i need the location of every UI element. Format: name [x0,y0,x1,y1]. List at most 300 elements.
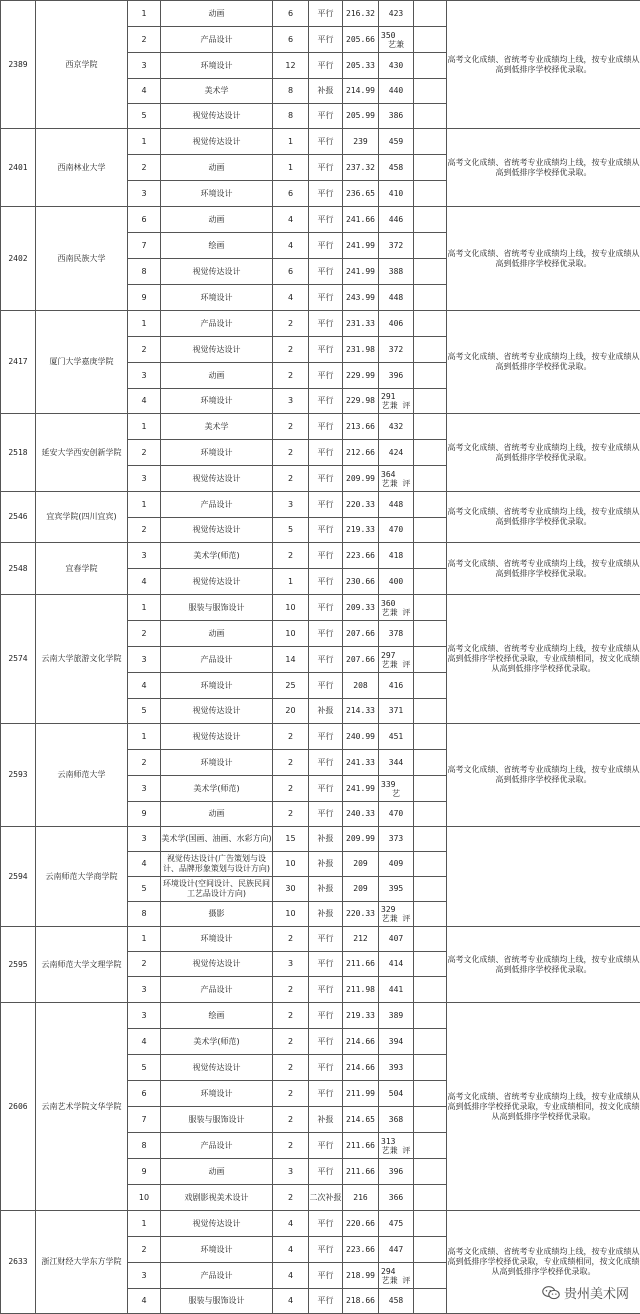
table-row [1,724,640,750]
cultural-score: 241.99 [343,259,379,285]
rank-score: 395 [379,877,414,902]
major-name: 绘画 [161,233,273,259]
rank-score: 432 [379,414,414,440]
blank-cell [414,1237,447,1263]
blank-cell [414,1029,447,1055]
table-row [1,414,640,440]
major-name: 动画 [161,1159,273,1185]
major-number: 7 [128,233,161,259]
blank-cell [414,1263,447,1289]
rank-score: 400 [379,569,414,595]
plan-count: 2 [273,466,309,492]
plan-count: 2 [273,750,309,776]
cultural-score: 214.33 [343,699,379,724]
major-name: 服装与服饰设计 [161,595,273,621]
major-name: 产品设计 [161,1133,273,1159]
cultural-score: 229.99 [343,363,379,389]
major-name: 产品设计 [161,27,273,53]
major-name: 动画 [161,621,273,647]
blank-cell [414,621,447,647]
admission-type: 平行 [309,1289,343,1314]
admission-type: 平行 [309,129,343,155]
plan-count: 4 [273,285,309,311]
major-number: 6 [128,1081,161,1107]
major-name: 视觉传达设计 [161,724,273,750]
plan-count: 4 [273,207,309,233]
major-number: 2 [128,337,161,363]
school-name: 延安大学西安创新学院 [36,414,128,492]
major-name: 环境设计 [161,181,273,207]
cultural-score: 223.66 [343,543,379,569]
plan-count: 5 [273,518,309,543]
rank-value: 313 [379,1137,413,1146]
major-name: 服装与服饰设计 [161,1289,273,1314]
major-number: 2 [128,750,161,776]
cultural-score: 209 [343,877,379,902]
rank-value: 297 [379,651,413,660]
cultural-score: 241.66 [343,207,379,233]
admission-rule: 高考文化成绩、省统考专业成绩均上线，按专业成绩从高到低排序学校择优录取。 [447,927,640,1003]
major-name: 视觉传达设计 [161,518,273,543]
major-number: 5 [128,1055,161,1081]
major-number: 2 [128,27,161,53]
rank-value: 329 [379,905,413,914]
rank-value: 294 [379,1267,413,1276]
school-name: 云南艺术学院文华学院 [36,1003,128,1211]
major-number: 3 [128,181,161,207]
major-number: 3 [128,363,161,389]
major-name: 视觉传达设计 [161,104,273,129]
plan-count: 6 [273,259,309,285]
major-number: 3 [128,1003,161,1029]
plan-count: 3 [273,952,309,977]
major-number: 10 [128,1185,161,1211]
plan-count: 2 [273,1107,309,1133]
plan-count: 14 [273,647,309,673]
blank-cell [414,1081,447,1107]
table-row [1,1211,640,1237]
admission-type: 平行 [309,1133,343,1159]
blank-cell [414,902,447,927]
school-name: 云南师范大学商学院 [36,827,128,927]
major-name: 美术学(师范) [161,1029,273,1055]
blank-cell [414,1003,447,1029]
major-number: 3 [128,543,161,569]
cultural-score: 214.99 [343,79,379,104]
admission-type: 平行 [309,207,343,233]
school-name: 西南民族大学 [36,207,128,311]
major-name: 视觉传达设计 [161,699,273,724]
blank-cell [414,311,447,337]
school-code: 2548 [1,543,36,595]
major-name: 视觉传达设计(广告策划与设计、品牌形象策划与设计方向) [161,852,273,877]
rank-score [379,1133,414,1159]
blank-cell [414,518,447,543]
major-number: 8 [128,259,161,285]
rank-score: 393 [379,1055,414,1081]
plan-count: 4 [273,1237,309,1263]
rank-score: 372 [379,337,414,363]
blank-cell [414,776,447,802]
major-number: 4 [128,569,161,595]
blank-cell [414,852,447,877]
major-name: 环境设计 [161,389,273,414]
plan-count: 2 [273,977,309,1003]
major-number: 5 [128,104,161,129]
admission-rule: 高考文化成绩、省统考专业成绩均上线，按专业成绩从高到低排序学校择优录取。 [447,492,640,543]
school-name: 云南大学旅游文化学院 [36,595,128,724]
cultural-score: 207.66 [343,647,379,673]
admission-rule [447,827,640,927]
major-number: 1 [128,414,161,440]
plan-count: 2 [273,1081,309,1107]
admission-type: 平行 [309,750,343,776]
school-code: 2402 [1,207,36,311]
admission-type: 平行 [309,569,343,595]
rank-score [379,1263,414,1289]
table-row [1,827,640,852]
blank-cell [414,1211,447,1237]
table-row [1,129,640,155]
major-name: 环境设计 [161,53,273,79]
major-name: 动画 [161,207,273,233]
blank-cell [414,414,447,440]
plan-count: 4 [273,1263,309,1289]
school-code: 2518 [1,414,36,492]
major-number: 8 [128,1133,161,1159]
admission-type: 平行 [309,518,343,543]
major-number: 8 [128,902,161,927]
rank-score: 396 [379,363,414,389]
rank-score [379,647,414,673]
admission-type: 平行 [309,466,343,492]
cultural-score: 220.33 [343,902,379,927]
cultural-score: 211.66 [343,952,379,977]
admission-type: 平行 [309,724,343,750]
major-name: 服装与服饰设计 [161,1107,273,1133]
rank-score: 389 [379,1003,414,1029]
cultural-score: 211.66 [343,1133,379,1159]
cultural-score: 205.66 [343,27,379,53]
cultural-score: 205.33 [343,53,379,79]
table-row [1,543,640,569]
table-row [1,492,640,518]
blank-cell [414,543,447,569]
admission-type: 补报 [309,877,343,902]
blank-cell [414,440,447,466]
rank-score [379,776,414,802]
school-code: 2401 [1,129,36,207]
table-row [1,927,640,952]
school-code: 2546 [1,492,36,543]
admission-type: 平行 [309,53,343,79]
rank-score [379,27,414,53]
admission-type: 平行 [309,621,343,647]
cultural-score: 231.98 [343,337,379,363]
major-name: 产品设计 [161,977,273,1003]
admission-type: 平行 [309,543,343,569]
admission-rule: 高考文化成绩、省统考专业成绩均上线，按专业成绩从高到低排序学校择优录取，专业成绩相同，按文化成绩从高到低排序学校择优录取。 [447,1003,640,1211]
rank-score: 459 [379,129,414,155]
plan-count: 15 [273,827,309,852]
admission-rule: 高考文化成绩、省统考专业成绩均上线，按专业成绩从高到低排序学校择优录取，专业成绩相同，按文化成绩从高到低排序学校择优录取。 [447,1211,640,1314]
rank-score: 416 [379,673,414,699]
plan-count: 4 [273,1289,309,1314]
blank-cell [414,285,447,311]
major-name: 视觉传达设计 [161,1211,273,1237]
major-number: 4 [128,1029,161,1055]
rank-score: 373 [379,827,414,852]
table-row [1,311,640,337]
school-name: 西南林业大学 [36,129,128,207]
admission-type: 二次补报 [309,1185,343,1211]
rank-score: 366 [379,1185,414,1211]
rank-score: 423 [379,1,414,27]
cultural-score: 241.99 [343,233,379,259]
major-name: 美术学 [161,79,273,104]
blank-cell [414,363,447,389]
blank-cell [414,233,447,259]
rank-score: 440 [379,79,414,104]
table-row [1,207,640,233]
major-number: 3 [128,776,161,802]
major-number: 4 [128,673,161,699]
rank-score: 448 [379,285,414,311]
school-name: 厦门大学嘉庚学院 [36,311,128,414]
plan-count: 4 [273,233,309,259]
major-name: 视觉传达设计 [161,952,273,977]
rank-score: 504 [379,1081,414,1107]
rank-score [379,902,414,927]
wechat-icon [542,1285,560,1301]
plan-count: 6 [273,27,309,53]
admission-type: 平行 [309,285,343,311]
blank-cell [414,492,447,518]
school-name: 西京学院 [36,1,128,129]
admission-type: 平行 [309,440,343,466]
major-name: 美术学(师范) [161,776,273,802]
rank-score: 371 [379,699,414,724]
major-number: 1 [128,492,161,518]
major-name: 环境设计 [161,285,273,311]
rank-score: 394 [379,1029,414,1055]
rank-score [379,389,414,414]
major-number: 2 [128,1237,161,1263]
major-name: 环境设计 [161,750,273,776]
major-name: 动画 [161,1,273,27]
blank-cell [414,155,447,181]
admission-type: 平行 [309,181,343,207]
school-code: 2417 [1,311,36,414]
admission-type: 平行 [309,104,343,129]
cultural-score: 240.33 [343,802,379,827]
admission-rule: 高考文化成绩、省统考专业成绩均上线，按专业成绩从高到低排序学校择优录取。 [447,543,640,595]
cultural-score: 230.66 [343,569,379,595]
blank-cell [414,389,447,414]
rank-score: 368 [379,1107,414,1133]
admission-rule: 高考文化成绩、省统考专业成绩均上线，按专业成绩从高到低排序学校择优录取。 [447,414,640,492]
school-code: 2389 [1,1,36,129]
plan-count: 2 [273,1003,309,1029]
cultural-score: 211.98 [343,977,379,1003]
cultural-score: 220.66 [343,1211,379,1237]
blank-cell [414,181,447,207]
rank-score: 372 [379,233,414,259]
rank-score: 446 [379,207,414,233]
admission-type: 平行 [309,27,343,53]
major-number: 2 [128,440,161,466]
admission-type: 平行 [309,1055,343,1081]
cultural-score: 209.99 [343,827,379,852]
admission-type: 平行 [309,927,343,952]
plan-count: 3 [273,492,309,518]
blank-cell [414,877,447,902]
rank-score: 386 [379,104,414,129]
major-number: 3 [128,53,161,79]
admission-type: 平行 [309,1211,343,1237]
plan-count: 12 [273,53,309,79]
cultural-score: 219.33 [343,1003,379,1029]
admission-type: 平行 [309,155,343,181]
major-name: 美术学 [161,414,273,440]
major-name: 环境设计 [161,927,273,952]
cultural-score: 229.98 [343,389,379,414]
blank-cell [414,673,447,699]
plan-count: 3 [273,1159,309,1185]
plan-count: 2 [273,776,309,802]
major-number: 1 [128,129,161,155]
school-name: 云南师范大学 [36,724,128,827]
cultural-score: 220.33 [343,492,379,518]
rank-score: 344 [379,750,414,776]
major-name: 产品设计 [161,492,273,518]
admission-rule: 高考文化成绩、省统考专业成绩均上线，按专业成绩从高到低排序学校择优录取。 [447,1,640,129]
admission-type: 平行 [309,311,343,337]
major-number: 2 [128,621,161,647]
major-number: 3 [128,827,161,852]
table-row [1,1003,640,1029]
rank-score: 451 [379,724,414,750]
rank-score: 441 [379,977,414,1003]
major-number: 1 [128,927,161,952]
major-name: 视觉传达设计 [161,129,273,155]
school-code: 2593 [1,724,36,827]
major-name: 环境设计 [161,1237,273,1263]
plan-count: 2 [273,1055,309,1081]
cultural-score: 212 [343,927,379,952]
blank-cell [414,79,447,104]
cultural-score: 219.33 [343,518,379,543]
blank-cell [414,1055,447,1081]
rank-score: 406 [379,311,414,337]
rank-score: 448 [379,492,414,518]
cultural-score: 216 [343,1185,379,1211]
rank-score: 418 [379,543,414,569]
major-number: 4 [128,852,161,877]
blank-cell [414,1159,447,1185]
major-number: 6 [128,207,161,233]
admission-rule: 高考文化成绩、省统考专业成绩均上线，按专业成绩从高到低排序学校择优录取，专业成绩相同，按文化成绩从高到低排序学校择优录取。 [447,595,640,724]
plan-count: 1 [273,155,309,181]
school-code: 2594 [1,827,36,927]
plan-count: 1 [273,569,309,595]
cultural-score: 205.99 [343,104,379,129]
plan-count: 2 [273,1029,309,1055]
admission-type: 平行 [309,1263,343,1289]
major-number: 3 [128,977,161,1003]
plan-count: 8 [273,79,309,104]
cultural-score: 211.66 [343,1159,379,1185]
rank-score: 430 [379,53,414,79]
rank-score [379,466,414,492]
cultural-score: 209 [343,852,379,877]
major-name: 戏剧影视美术设计 [161,1185,273,1211]
rank-score: 424 [379,440,414,466]
rank-score: 410 [379,181,414,207]
cultural-score: 218.99 [343,1263,379,1289]
blank-cell [414,724,447,750]
school-code: 2574 [1,595,36,724]
blank-cell [414,802,447,827]
major-number: 9 [128,285,161,311]
plan-count: 20 [273,699,309,724]
cultural-score: 216.32 [343,1,379,27]
admission-type: 平行 [309,1081,343,1107]
major-number: 1 [128,1,161,27]
admission-type: 平行 [309,363,343,389]
plan-count: 25 [273,673,309,699]
major-number: 2 [128,952,161,977]
major-name: 美术学(国画、油画、水彩方向) [161,827,273,852]
cultural-score: 212.66 [343,440,379,466]
major-number: 1 [128,724,161,750]
cultural-score: 243.99 [343,285,379,311]
blank-cell [414,1185,447,1211]
major-name: 摄影 [161,902,273,927]
major-name: 产品设计 [161,311,273,337]
major-number: 3 [128,1263,161,1289]
plan-count: 10 [273,595,309,621]
major-number: 7 [128,1107,161,1133]
plan-count: 2 [273,311,309,337]
admission-type: 平行 [309,1,343,27]
watermark [539,1282,632,1303]
admission-type: 平行 [309,977,343,1003]
school-code: 2606 [1,1003,36,1211]
cultural-score: 231.33 [343,311,379,337]
major-name: 绘画 [161,1003,273,1029]
cultural-score: 241.99 [343,776,379,802]
rank-value: 364 [379,470,413,479]
rank-remark: 艺兼 评 [379,1276,413,1285]
blank-cell [414,259,447,285]
plan-count: 10 [273,902,309,927]
blank-cell [414,1133,447,1159]
major-name: 环境设计(空间设计、民族民间工艺品设计方向) [161,877,273,902]
cultural-score: 223.66 [343,1237,379,1263]
admission-type: 平行 [309,802,343,827]
admission-type: 补报 [309,902,343,927]
rank-score [379,595,414,621]
admission-type: 平行 [309,952,343,977]
cultural-score: 214.66 [343,1055,379,1081]
major-name: 视觉传达设计 [161,569,273,595]
table-row [1,595,640,621]
admission-rule: 高考文化成绩、省统考专业成绩均上线，按专业成绩从高到低排序学校择优录取。 [447,311,640,414]
major-name: 产品设计 [161,1263,273,1289]
blank-cell [414,1289,447,1314]
major-number: 4 [128,1289,161,1314]
